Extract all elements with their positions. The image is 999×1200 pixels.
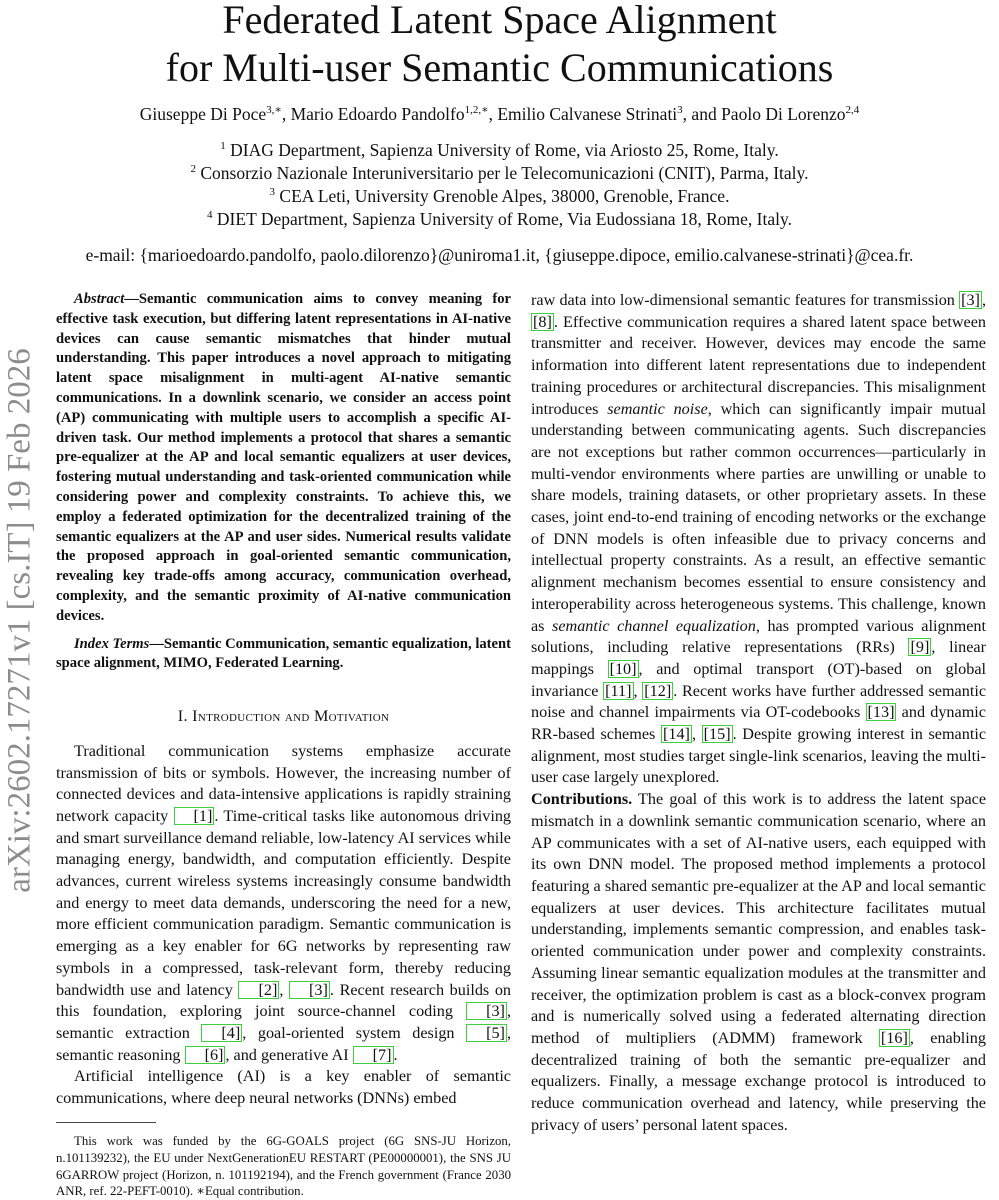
citation-link[interactable]: [9] (910, 638, 930, 657)
citation-link[interactable]: [3] (961, 291, 980, 309)
author-name: Mario Edoardo Pandolfo (290, 104, 465, 124)
body-paragraph: raw data into low-dimensional semantic features for transmission [3] , [8] . Effective communication requires a shared latent space between transmitter and receiver. However, devices may encode the same information into different latent representations due to independent training procedures or architectural discrepancies. This misalignment introduces semantic noise, which can significantly impair mutual understanding between communicating agents. Such discrepancies are not exceptions but rather common occurrences—particularly in multi-vendor environments where parties are unwilling or unable to share models, training datasets, or other proprietary assets. In these cases, joint end-to-end training of encoding networks or the exchange of DNN models is often infeasible due to privacy concerns and intellectual property constraints. As a result, an effective semantic alignment mechanism becomes essential to ensure consistency and interoperability across heterogeneous systems. This challenge, known as semantic channel equalization, has prompted various alignment solutions, including relative representations (RRs) [9] , linear mappings [10] , and optimal transport (OT)-based on global invariance [11] , [12] . Recent works have further addressed semantic noise and channel impairments via OT-codebooks [13] and dynamic RR-based schemes [14] , [15] . Despite growing interest in semantic alignment, most studies target single-link scenarios, leaving the multi-user case largely unexplored. (531, 291, 987, 787)
citation-link[interactable]: [16] (880, 1028, 908, 1047)
citation-link[interactable]: [4] (201, 1024, 242, 1042)
citation-link[interactable]: [14] (662, 725, 690, 744)
paper-title (0, 0, 999, 92)
affiliation: $^1$ DIAG Department, Sapienza University of Rome, via Ariosto 25, Rome, Italy. (220, 140, 779, 160)
left-column (56, 290, 511, 1110)
citation-link[interactable]: [15] (703, 725, 731, 744)
body-paragraph: Traditional communication systems emphasize accurate transmission of bits or symbols. However, the increasing number of connected devices and data-intensive applications is rapidly straining network capacity [1] . Time-critical tasks like autonomous driving and smart surveillance demand reliable, low-latency AI services while managing energy, bandwidth, and computation efficiently. Despite advances, current wireless systems increasingly consume bandwidth and energy to meet data demands, underscoring the need for a new, more efficient communication paradigm. Semantic communication is emerging as a key enabler for 6G networks by representing raw symbols in a compressed, task-relevant form, thereby reducing bandwidth use and latency [2] , [3] . Recent research builds on this foundation, exploring joint source-channel coding [3] , semantic extraction [4] , goal-oriented system design [5] , semantic reasoning [6] , and generative AI [7] . (56, 741, 512, 1064)
section-heading: I. Introduction and Motivation (177, 707, 390, 726)
author-name: Emilio Calvanese Strinati (497, 104, 678, 124)
citation-link[interactable]: [3] (289, 981, 330, 999)
contact-email: e-mail: {marioedoardo.pandolfo, paolo.dilorenzo}@uniroma1.it, {giuseppe.dipoce, emilio.calvanese-strinati}@cea.fr. (85, 245, 914, 265)
right-column (531, 290, 986, 1136)
title-line-2: for Multi-user Semantic Communications (165, 45, 834, 90)
affiliation: $^4$ DIET Department, Sapienza University of Rome, Via Eudossiana 18, Rome, Italy. (207, 209, 792, 229)
author-affil-mark: 3,∗ (266, 104, 282, 117)
citation-link[interactable]: [12] (644, 681, 672, 700)
citation-link[interactable]: [10] (609, 659, 637, 678)
arxiv-stamp (0, 300, 40, 940)
citation-link[interactable]: [7] (353, 1046, 394, 1064)
citation-link[interactable]: [3] (466, 1002, 507, 1020)
citation-link[interactable]: [5] (466, 1024, 507, 1042)
author-affil-mark: 2,4 (845, 104, 860, 117)
funding-footnote: This work was funded by the 6G-GOALS project (6G SNS-JU Horizon, n.101139232), the EU under NextGenerationEU RESTART (PE00000001), the SNS JU 6GARROW project (Horizon, n. 101192194), and the French government (France 2030 ANR, ref. 22-PEFT-0010). ∗Equal contribution. (56, 1134, 511, 1199)
citation-link[interactable]: [13] (867, 703, 895, 722)
author-list: Giuseppe Di Poce$^{3,∗}$, Mario Edoardo Pandolfo$^{1,2,∗}$, Emilio Calvanese Strinati$^3$, and Paolo Di Lorenzo$^{2,4}$ (139, 104, 860, 124)
author-affil-mark: 3 (677, 104, 683, 117)
index-terms: Index Terms—Semantic Communication, semantic equalization, latent space alignment, MIMO, Federated Learning. (56, 635, 511, 672)
affiliation: $^2$ Consorzio Nazionale Interuniversitario per le Telecomunicazioni (CNIT), Parma, Italy. (190, 163, 809, 183)
author-name: Paolo Di Lorenzo (721, 104, 846, 124)
citation-link[interactable]: [2] (238, 981, 279, 999)
body-paragraph: Artificial intelligence (AI) is a key enabler of semantic communications, where deep neural networks (DNNs) embed (56, 1067, 511, 1108)
abstract: Abstract—Semantic communication aims to convey meaning for effective task execution, but differing latent representations in AI-native devices can cause semantic mismatches that hinder mutual understanding. This paper introduces a novel approach to mitigating latent space misalignment in multi-agent AI-native semantic communications. In a downlink scenario, we consider an access point (AP) communicating with multiple users to accomplish a specific AI-driven task. Our method implements a protocol that shares a semantic pre-equalizer at the AP and local semantic equalizers at user devices, fostering mutual understanding and task-oriented communication while considering power and complexity constraints. To achieve this, we employ a federated optimization for the decentralized training of the semantic equalizers at the AP and user sides. Numerical results validate the proposed approach in goal-oriented semantic communication, revealing key trade-offs among accuracy, communication overhead, complexity, and the semantic proximity of AI-native communication devices. (56, 291, 511, 624)
title-line-1: Federated Latent Space Alignment (222, 0, 777, 42)
citation-link[interactable]: [6] (185, 1046, 226, 1064)
author-name: Giuseppe Di Poce (139, 104, 267, 124)
author-affil-mark: 1,2,∗ (464, 104, 489, 117)
citation-link[interactable]: [8] (533, 312, 552, 331)
affiliation-list (0, 139, 999, 231)
citation-link[interactable]: [1] (174, 807, 215, 825)
affiliation: $^3$ CEA Leti, University Grenoble Alpes, 38000, Grenoble, France. (269, 186, 730, 206)
contributions-paragraph: Contributions. The goal of this work is to address the latent space mismatch in a downlink semantic communication scenario, where an AP communicates with a set of AI-native users, each equipped with its own DNN model. The proposed method implements a protocol featuring a shared semantic pre-equalizer at the AP and local semantic equalizers at user devices. This architecture facilitates mutual understanding, implements semantic compression, and enables task-oriented communication under power and complexity constraints. Assuming linear semantic equalization modules at the transmitter and receiver, the optimization problem is cast as a block-convex program and is numerically solved using a federated alternating direction method of multipliers (ADMM) framework [16] , enabling decentralized training of both the semantic pre-equalizer and equalizers. Finally, a message exchange protocol is introduced to reduce communication overhead and latency, while preserving the privacy of users’ personal latent spaces. (531, 790, 986, 1134)
arxiv-id: arXiv:2602.17271v1 [cs.IT] 19 Feb 2026 (1, 347, 38, 893)
citation-link[interactable]: [11] (605, 681, 632, 700)
footnote-divider (56, 1122, 156, 1123)
